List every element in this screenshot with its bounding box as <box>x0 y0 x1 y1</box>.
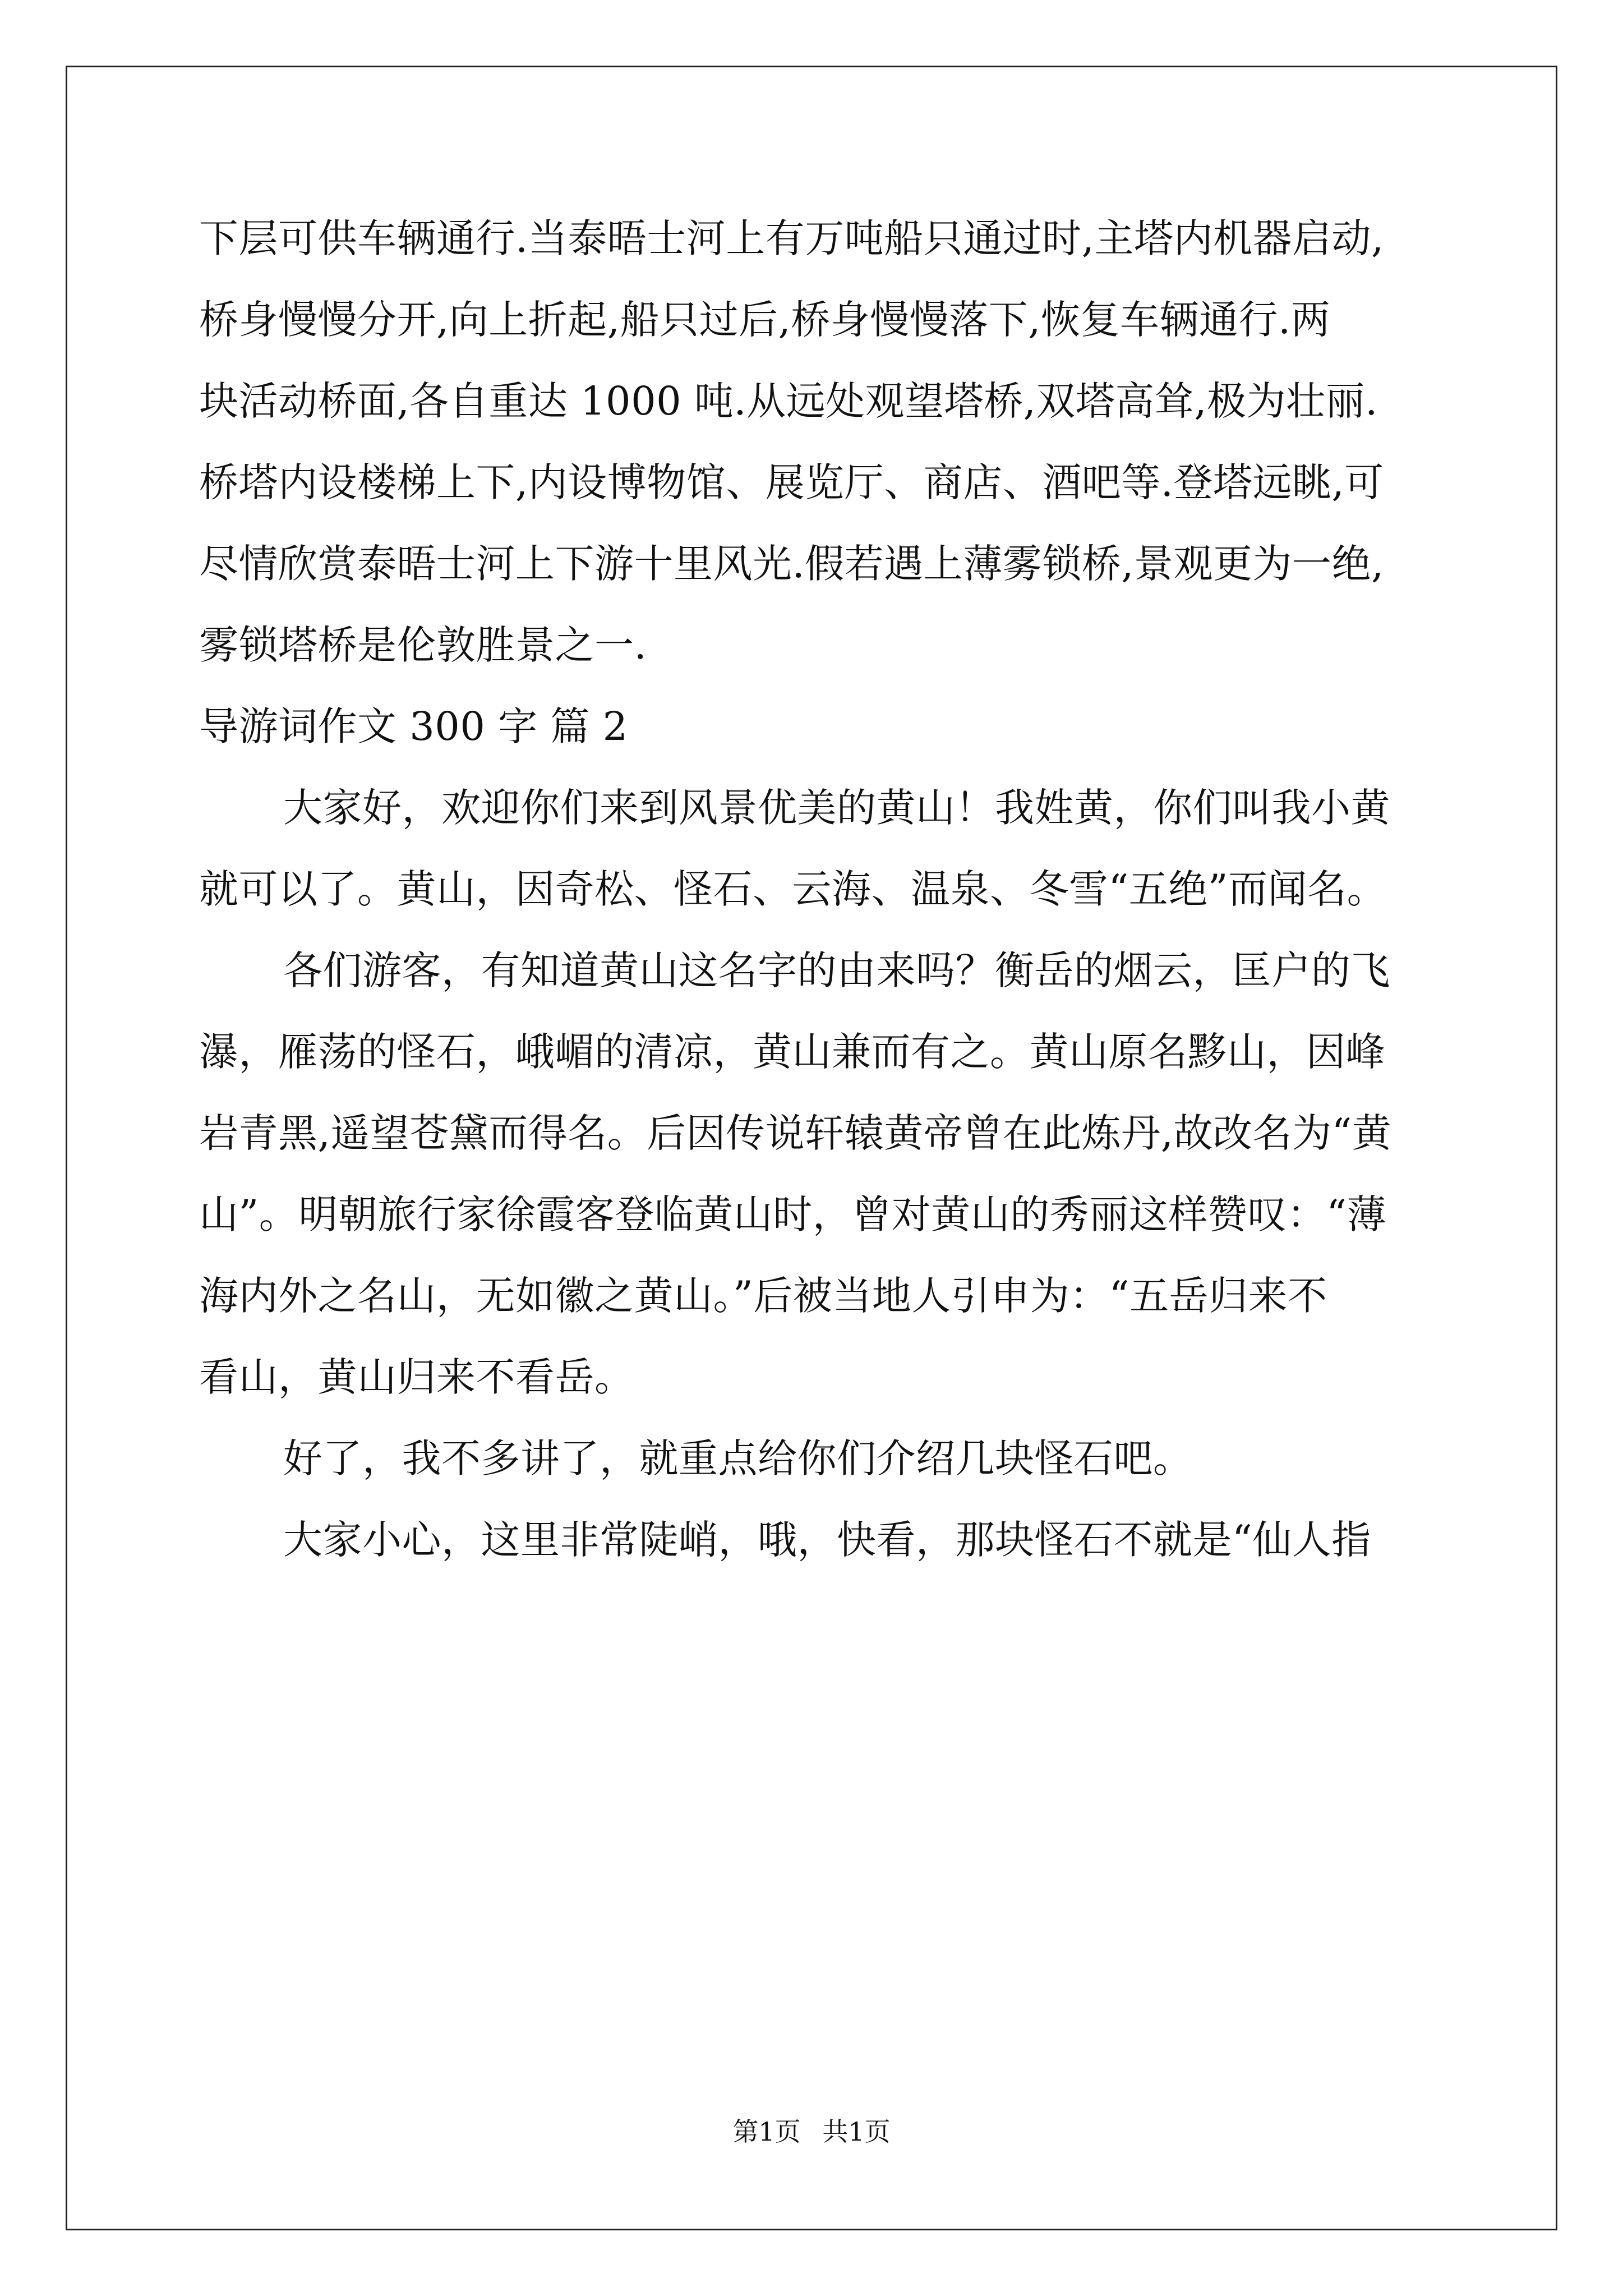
text-line: 海内外之名山，无如徽之黄山。”后被当地人引申为：“五岳归来不 <box>199 1273 1327 1319</box>
page-footer <box>0 2115 1623 2148</box>
text-line: 桥塔内设楼梯上下,内设博物馆、展览厅、商店、酒吧等.登塔远眺,可 <box>199 459 1384 505</box>
page-number-total: 共1页 <box>822 2116 891 2147</box>
page-number-current: 第1页 <box>732 2116 801 2147</box>
paragraph-first-line: 大家好，欢迎你们来到风景优美的黄山！我姓黄，你们叫我小黄 <box>283 785 1390 831</box>
text-line: 看山，黄山归来不看岳。 <box>199 1354 634 1400</box>
paragraph-first-line: 大家小心，这里非常陡峭，哦，快看，那块怪石不就是“仙人指 <box>283 1517 1371 1563</box>
text-line: 岩青黑,遥望苍黛而得名。后因传说轩辕黄帝曾在此炼丹,故改名为“黄 <box>199 1110 1392 1156</box>
text-line: 下层可供车辆通行.当泰晤士河上有万吨船只通过时,主塔内机器启动, <box>199 215 1384 261</box>
paragraph-first-line: 各们游客，有知道黄山这名字的由来吗？衡岳的烟云，匡户的飞 <box>283 947 1390 993</box>
text-line: 瀑，雁荡的怪石，峨嵋的清凉，黄山兼而有之。黄山原名黟山，因峰 <box>199 1029 1385 1075</box>
text-line: 山”。明朝旅行家徐霞客登临黄山时，曾对黄山的秀丽这样赞叹：“薄 <box>199 1191 1387 1237</box>
text-line: 雾锁塔桥是伦敦胜景之一. <box>199 622 647 668</box>
text-line: 块活动桥面,各自重达 1000 吨.从远处观望塔桥,双塔高耸,极为壮丽. <box>199 378 1378 424</box>
section-heading: 导游词作文 300 字 篇 2 <box>199 703 628 749</box>
paragraph-first-line: 好了，我不多讲了，就重点给你们介绍几块怪石吧。 <box>283 1435 1193 1481</box>
text-line: 桥身慢慢分开,向上折起,船只过后,桥身慢慢落下,恢复车辆通行.两 <box>199 297 1331 343</box>
document-body <box>199 210 1472 1593</box>
text-line: 尽情欣赏泰晤士河上下游十里风光.假若遇上薄雾锁桥,景观更为一绝, <box>199 541 1384 587</box>
text-line: 就可以了。黄山，因奇松、怪石、云海、温泉、冬雪“五绝”而闻名。 <box>199 866 1387 912</box>
